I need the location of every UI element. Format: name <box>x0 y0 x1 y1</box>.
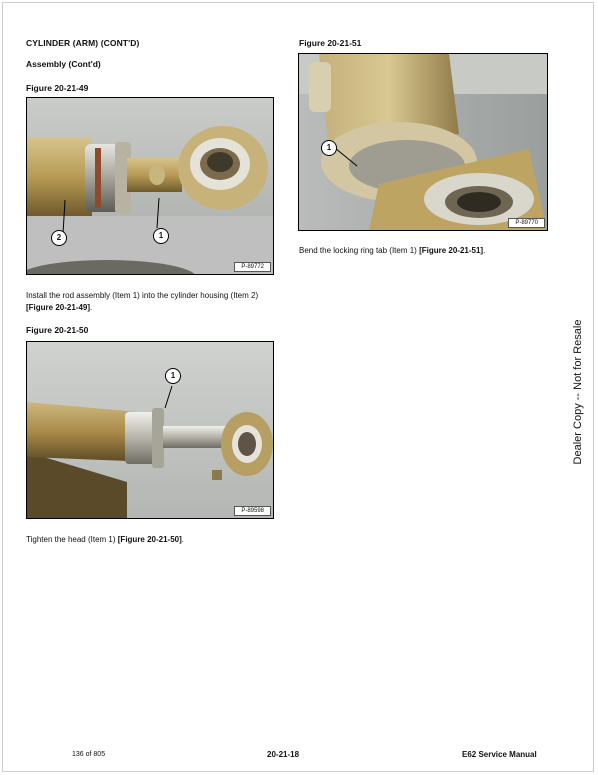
footer-page-count: 136 of 805 <box>72 751 106 758</box>
figure-51-label: Figure 20-21-51 <box>299 38 362 48</box>
figure-50-photo-number: P-89598 <box>234 506 271 516</box>
figure-50-label: Figure 20-21-50 <box>26 325 89 335</box>
step-3-instruction: Bend the locking ring tab (Item 1) <box>299 246 420 255</box>
step-3-period: . <box>483 246 486 255</box>
step-3-figure-ref: [Figure 20-21-51] <box>419 246 484 255</box>
figure-50-photo <box>26 341 274 519</box>
step-2-figure-ref: [Figure 20-21-50] <box>117 535 182 544</box>
dealer-copy-watermark: Dealer Copy -- Not for Resale <box>572 319 584 465</box>
step-1-figure-ref: [Figure 20-21-49] <box>26 303 91 312</box>
step-3-text <box>299 245 551 257</box>
figure-51-callout-1: 1 <box>321 140 337 156</box>
subsection-title: Assembly (Cont'd) <box>26 59 101 69</box>
section-title: CYLINDER (ARM) (CONT'D) <box>26 38 140 48</box>
figure-49-label: Figure 20-21-49 <box>26 83 89 93</box>
footer-page-number: 20-21-18 <box>267 750 300 759</box>
step-2-text <box>26 534 278 546</box>
figure-49-callout-2: 2 <box>51 230 67 246</box>
figure-51-photo-number: P-89770 <box>508 218 545 228</box>
figure-51-photo <box>298 53 548 231</box>
figure-50-callout-1: 1 <box>165 368 181 384</box>
step-1-text <box>26 290 278 314</box>
step-2-period: . <box>181 535 185 544</box>
figure-49-photo-number: P-89772 <box>234 262 271 272</box>
figure-49-callout-1: 1 <box>153 228 169 244</box>
step-1-instruction: Install the rod assembly (Item 1) into the cylinder housing (Item 2) <box>26 291 259 300</box>
step-1-period: . <box>90 303 93 312</box>
figure-49-photo <box>26 97 274 275</box>
step-2-instruction: Tighten the head (Item 1) <box>26 535 118 544</box>
footer-manual-title: E62 Service Manual <box>462 750 537 759</box>
